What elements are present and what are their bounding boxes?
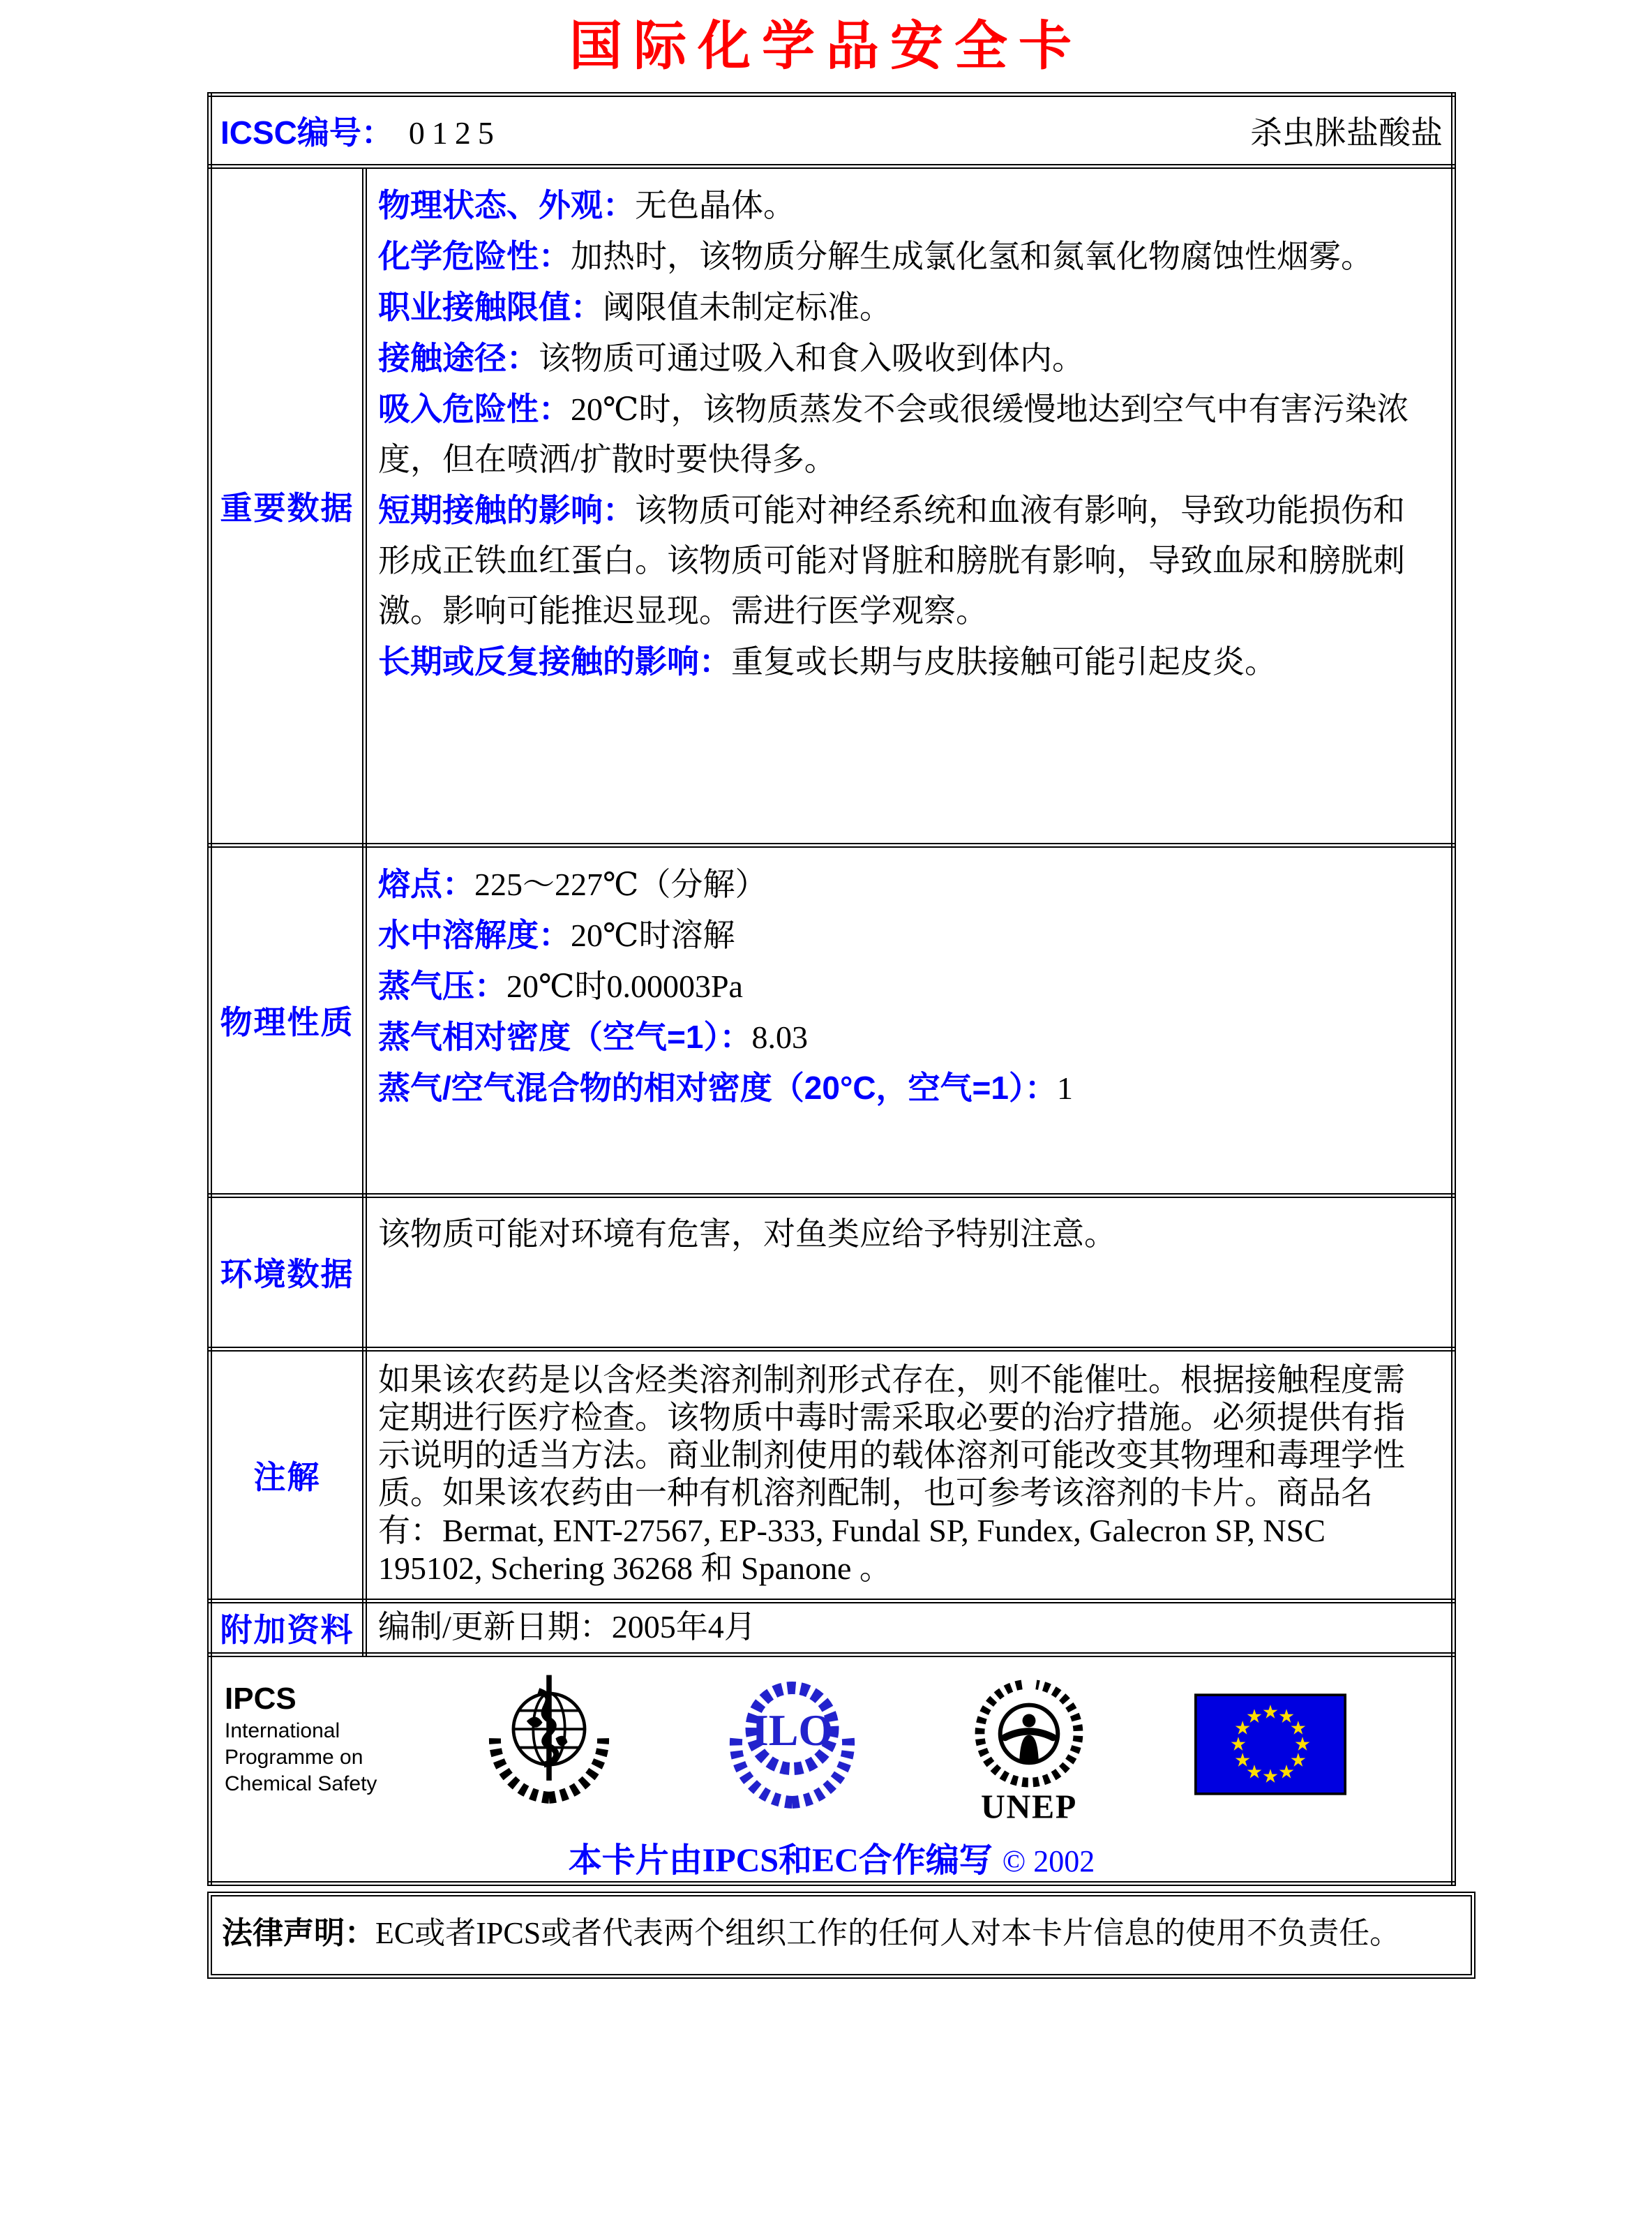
data-line: 蒸气/空气混合物的相对密度（20°C，空气=1）：1 bbox=[378, 1069, 1074, 1106]
eu-flag-icon bbox=[1194, 1693, 1346, 1795]
section-content-important-data bbox=[365, 166, 1454, 845]
data-line: 职业接触限值：阈限值未制定标准。 bbox=[378, 288, 892, 325]
section-row-physical-properties bbox=[210, 845, 1454, 1195]
page-title: 国际化学品安全卡 bbox=[569, 15, 1083, 77]
icsc-number-value: 0125 bbox=[408, 114, 501, 151]
data-line: 短期接触的影响：该物质可能对神经系统和血液有影响，导致功能损伤和形成正铁血红蛋白。该物质可能对肾脏和膀胱有影响，导致血尿和膀胱刺激。影响可能推迟显现。需进行医学观察。 bbox=[378, 491, 1405, 629]
data-line: 物理状态、外观：无色晶体。 bbox=[378, 186, 795, 223]
icsc-number-group bbox=[220, 107, 501, 154]
section-content-notes bbox=[365, 1349, 1454, 1601]
data-line: 该物质可能对环境有危害，对鱼类应给予特别注意。 bbox=[378, 1215, 1116, 1252]
data-line: 接触途径：该物质可通过吸入和食入吸收到体内。 bbox=[378, 339, 1084, 376]
section-row-notes bbox=[210, 1349, 1454, 1601]
ipcs-text-block bbox=[225, 1681, 377, 1797]
substance-name: 杀虫脒盐酸盐 bbox=[1250, 114, 1443, 151]
section-content-environmental-data bbox=[365, 1195, 1454, 1349]
footer-logos-row bbox=[210, 1654, 1454, 1883]
section-label-environmental-data: 环境数据 bbox=[210, 1195, 365, 1349]
section-label-notes: 注解 bbox=[210, 1349, 365, 1601]
credit-text: 本卡片由IPCS和EC合作编写 bbox=[568, 1841, 993, 1879]
data-line: 长期或反复接触的影响：重复或长期与皮肤接触可能引起皮炎。 bbox=[378, 643, 1277, 680]
data-line: 熔点：225～227℃（分解） bbox=[378, 865, 767, 902]
ipcs-subtitle-line: Chemical Safety bbox=[225, 1772, 377, 1795]
data-line: 蒸气压：20℃时0.00003Pa bbox=[378, 967, 743, 1004]
card-header-row bbox=[210, 94, 1454, 166]
ipcs-subtitle-line: International bbox=[225, 1719, 340, 1742]
data-line: 水中溶解度：20℃时溶解 bbox=[378, 916, 735, 953]
unep-logo-text: UNEP bbox=[980, 1788, 1077, 1826]
credit-line bbox=[212, 1833, 1451, 1881]
ilo-logo-text: ILO bbox=[751, 1705, 833, 1755]
section-row-important-data bbox=[210, 166, 1454, 845]
copyright-text: © 2002 bbox=[1002, 1843, 1095, 1878]
section-content-physical-properties bbox=[365, 845, 1454, 1195]
section-row-environmental-data bbox=[210, 1195, 1454, 1349]
safety-card bbox=[207, 92, 1456, 1979]
section-content-additional-info bbox=[365, 1601, 1454, 1654]
ilo-logo-icon bbox=[721, 1670, 864, 1809]
card-header-cell bbox=[210, 94, 1454, 166]
ipcs-subtitle-line: Programme on bbox=[225, 1745, 363, 1769]
legal-notice bbox=[207, 1892, 1475, 1979]
section-label-additional-info: 附加资料 bbox=[210, 1601, 365, 1654]
safety-card-table bbox=[207, 92, 1456, 1886]
ipcs-acronym: IPCS bbox=[225, 1681, 296, 1716]
data-line: 蒸气相对密度（空气=1）：8.03 bbox=[378, 1018, 808, 1055]
section-label-physical-properties: 物理性质 bbox=[210, 845, 365, 1195]
icsc-number-label: ICSC编号： bbox=[220, 114, 393, 151]
data-line: 如果该农药是以含烃类溶剂制剂形式存在，则不能催吐。根据接触程度需定期进行医疗检查。该物质中毒时需采取必要的治疗措施。必须提供有指示说明的适当方法。商业制剂使用的载体溶剂可能改变其物理和毒理学性质。如果该农药由一种有机溶剂配制，也可参考该溶剂的卡片。商品名有：Bermat, ENT-27567, EP-333, Fundal SP, Fundex, Galecron SP, NSC 195102, Schering 36268 和 Spanone 。 bbox=[378, 1361, 1405, 1586]
section-row-additional-info bbox=[210, 1601, 1454, 1654]
data-line: 编制/更新日期：2005年4月 bbox=[378, 1609, 756, 1645]
logos-strip bbox=[212, 1657, 1451, 1832]
data-line: 吸入危险性：20℃时，该物质蒸发不会或很缓慢地达到空气中有害污染浓度，但在喷洒/扩散时要快得多。 bbox=[378, 390, 1409, 477]
legal-notice-text: EC或者IPCS或者代表两个组织工作的任何人对本卡片信息的使用不负责任。 bbox=[375, 1915, 1401, 1950]
section-label-important-data: 重要数据 bbox=[210, 166, 365, 845]
who-logo-icon bbox=[483, 1670, 615, 1815]
data-line: 化学危险性：加热时，该物质分解生成氯化氢和氮氧化物腐蚀性烟雾。 bbox=[378, 237, 1373, 274]
footer-logos-cell bbox=[210, 1654, 1454, 1883]
legal-notice-label: 法律声明： bbox=[222, 1915, 375, 1950]
unep-logo-icon bbox=[969, 1670, 1089, 1832]
